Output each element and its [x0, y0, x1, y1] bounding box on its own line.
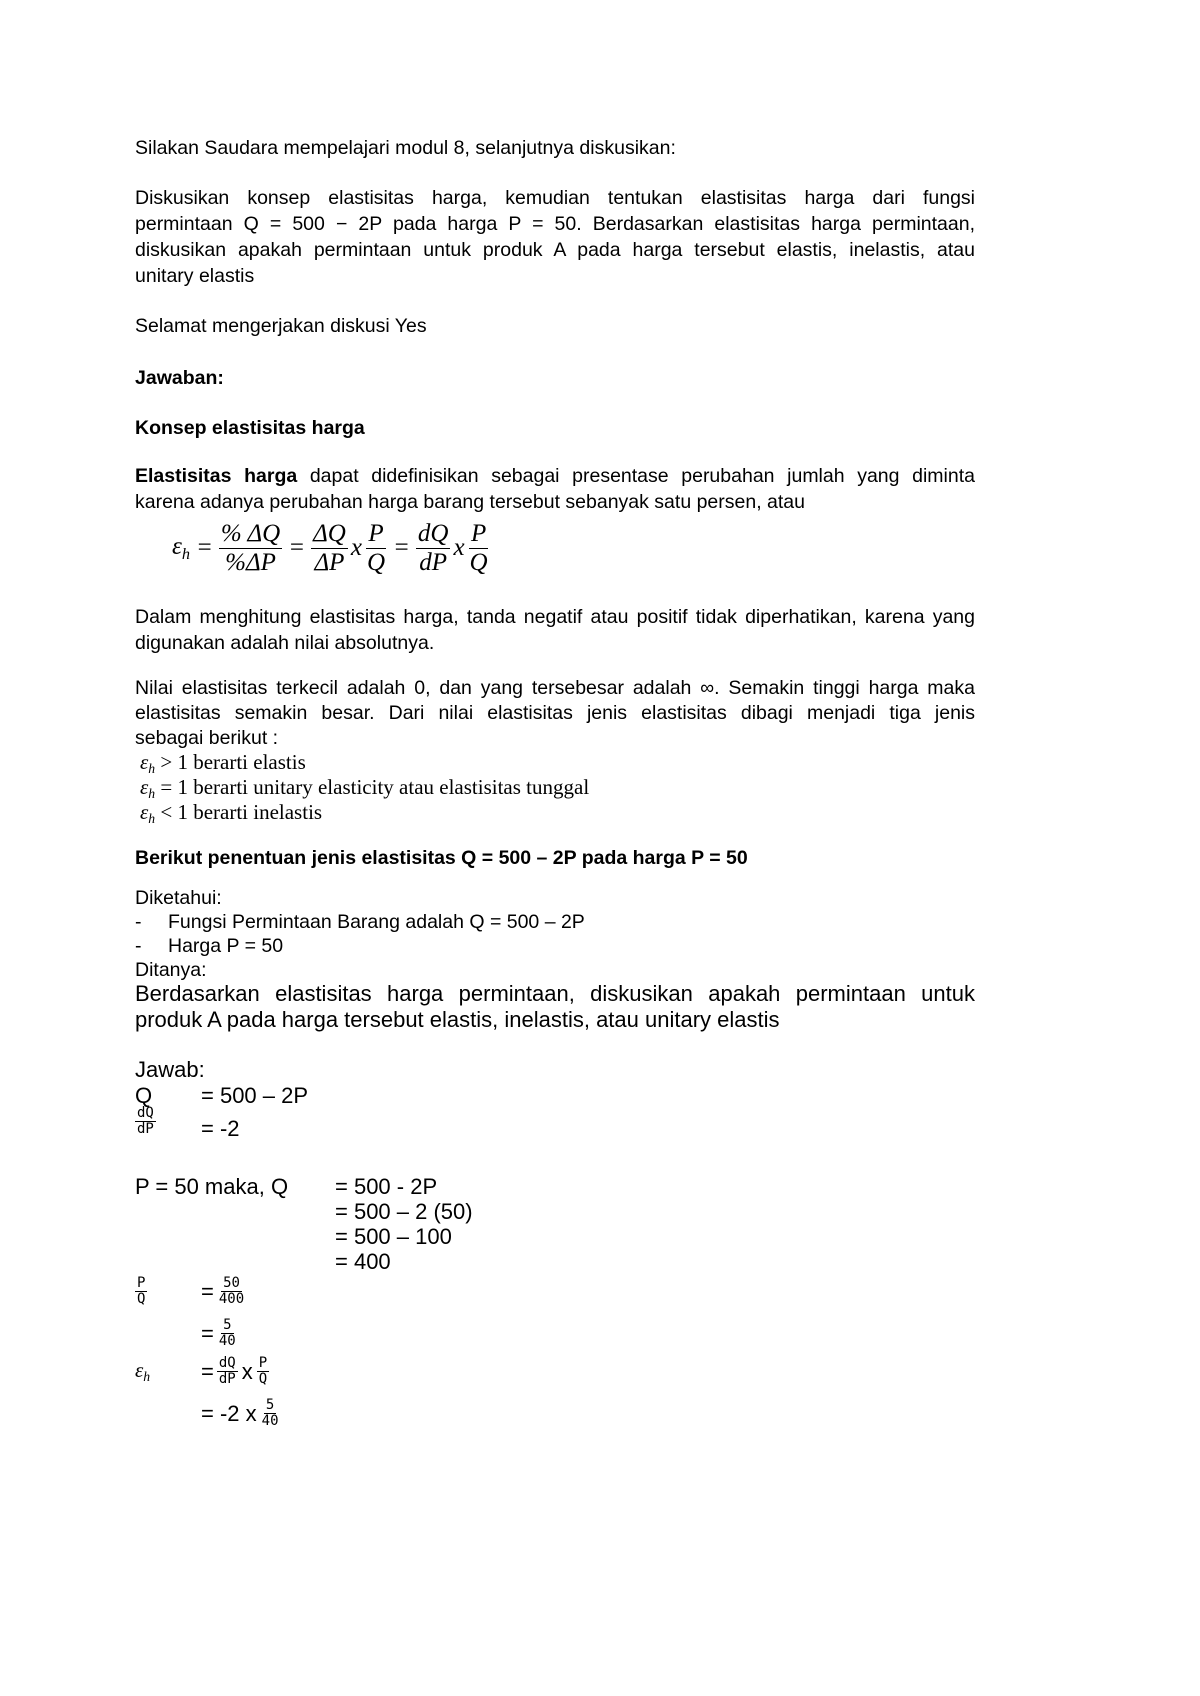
fraction-derivative: $\frac{dQ}{dP}$: [417, 520, 449, 576]
question-line-3: diskusikan apakah permintaan untuk produk A pada harga tersebut elastis, inelastis, atau: [135, 239, 975, 261]
range-note-line-2: elastisitas semakin besar. Dari nilai elastisitas jenis elastisitas dibagi menjadi tiga jenis: [135, 702, 975, 724]
equals-sign: =: [288, 534, 306, 561]
elasticity-label: $\varepsilon_h$: [135, 1358, 151, 1385]
p-label: P = 50 maka, Q: [135, 1174, 289, 1199]
fraction-percent: $\frac{\% \Delta Q}{\%\Delta P}$: [220, 520, 281, 576]
definition-line-2: karena adanya perubahan harga barang tersebut sebanyak satu persen, atau: [135, 491, 805, 513]
elasticity-substitution: = -2 x $\frac{5}{40}$: [201, 1397, 279, 1430]
q-step-3: = 500 – 100: [335, 1224, 452, 1249]
q-step-4: = 400: [335, 1249, 391, 1274]
asked-label: Ditanya:: [135, 959, 207, 981]
equals-sign: =: [195, 534, 213, 561]
definition-rest: dapat didefinisikan sebagai presentase perubahan jumlah yang diminta: [297, 465, 975, 487]
asked-line-1: Berdasarkan elastisitas harga permintaan, diskusikan apakah permintaan untuk: [135, 981, 975, 1006]
absolute-note-line-1: Dalam menghitung elastisitas harga, tanda negatif atau positif tidak diperhatikan, karena yang: [135, 606, 975, 628]
times-sign: x: [453, 534, 465, 561]
q-step-2: = 500 – 2 (50): [335, 1199, 473, 1224]
equals-sign: =: [393, 534, 410, 561]
greeting-text: Selamat mengerjakan diskusi Yes: [135, 315, 427, 337]
concept-heading: Konsep elastisitas harga: [135, 417, 365, 439]
fraction-pq-2: $\frac{P}{Q}$: [469, 520, 488, 576]
criteria-unitary: $\varepsilon_h = 1$ berarti unitary elasticity atau elastisitas tunggal: [140, 775, 590, 802]
q-equation: = 500 – 2P: [201, 1083, 309, 1108]
pq-fraction: $\frac{P}{Q}$: [137, 1275, 146, 1308]
solution-label: Jawab:: [135, 1057, 205, 1082]
known-item-1: - Fungsi Permintaan Barang adalah Q = 500 – 2P: [135, 911, 585, 933]
question-line-1: Diskusikan konsep elastisitas harga, kemudian tentukan elastisitas harga dari fungsi: [135, 187, 975, 209]
criteria-elastic: $\varepsilon_h > 1$ berarti elastis: [140, 750, 306, 777]
definition-line-1: [135, 463, 975, 489]
q-step-1: = 500 - 2P: [335, 1174, 438, 1199]
dq-dp-fraction: $\frac{dQ}{dP}$: [137, 1105, 154, 1138]
definition-term: Elastisitas harga: [135, 465, 298, 487]
epsilon-symbol: $\varepsilon_h$: [172, 532, 190, 563]
dq-dp-value: = -2: [201, 1116, 240, 1141]
criteria-inelastic: $\varepsilon_h < 1$ berarti inelastis: [140, 800, 323, 827]
q-label: Q: [135, 1083, 153, 1108]
known-item-2: - Harga P = 50: [135, 935, 284, 957]
answer-heading: Jawaban:: [135, 367, 224, 389]
range-note-line-3: sebagai berikut :: [135, 727, 279, 749]
known-label: Diketahui:: [135, 887, 222, 909]
range-note-line-1: Nilai elastisitas terkecil adalah 0, dan yang tersebesar adalah ∞. Semakin tinggi harga maka: [135, 677, 975, 699]
elasticity-formula: [172, 520, 490, 576]
section-heading: Berikut penentuan jenis elastisitas Q = 500 – 2P pada harga P = 50: [135, 847, 748, 869]
fraction-pq: $\frac{P}{Q}$: [366, 520, 385, 576]
pq-value-1: = $\frac{50}{400}$: [201, 1275, 245, 1308]
fraction-delta: $\frac{\Delta Q}{\Delta P}$: [313, 520, 346, 576]
elasticity-expression: = $\frac{dQ}{dP}$ x $\frac{P}{Q}$: [201, 1355, 268, 1388]
absolute-note-line-2: digunakan adalah nilai absolutnya.: [135, 632, 435, 654]
times-sign: x: [350, 534, 362, 561]
question-line-2: permintaan Q = 500 − 2P pada harga P = 50. Berdasarkan elastisitas harga permintaan,: [135, 213, 975, 235]
pq-value-2: = $\frac{5}{40}$: [201, 1317, 236, 1350]
question-line-4: unitary elastis: [135, 265, 255, 287]
intro-text: Silakan Saudara mempelajari modul 8, selanjutnya diskusikan:: [135, 137, 676, 159]
asked-line-2: produk A pada harga tersebut elastis, inelastis, atau unitary elastis: [135, 1007, 780, 1032]
